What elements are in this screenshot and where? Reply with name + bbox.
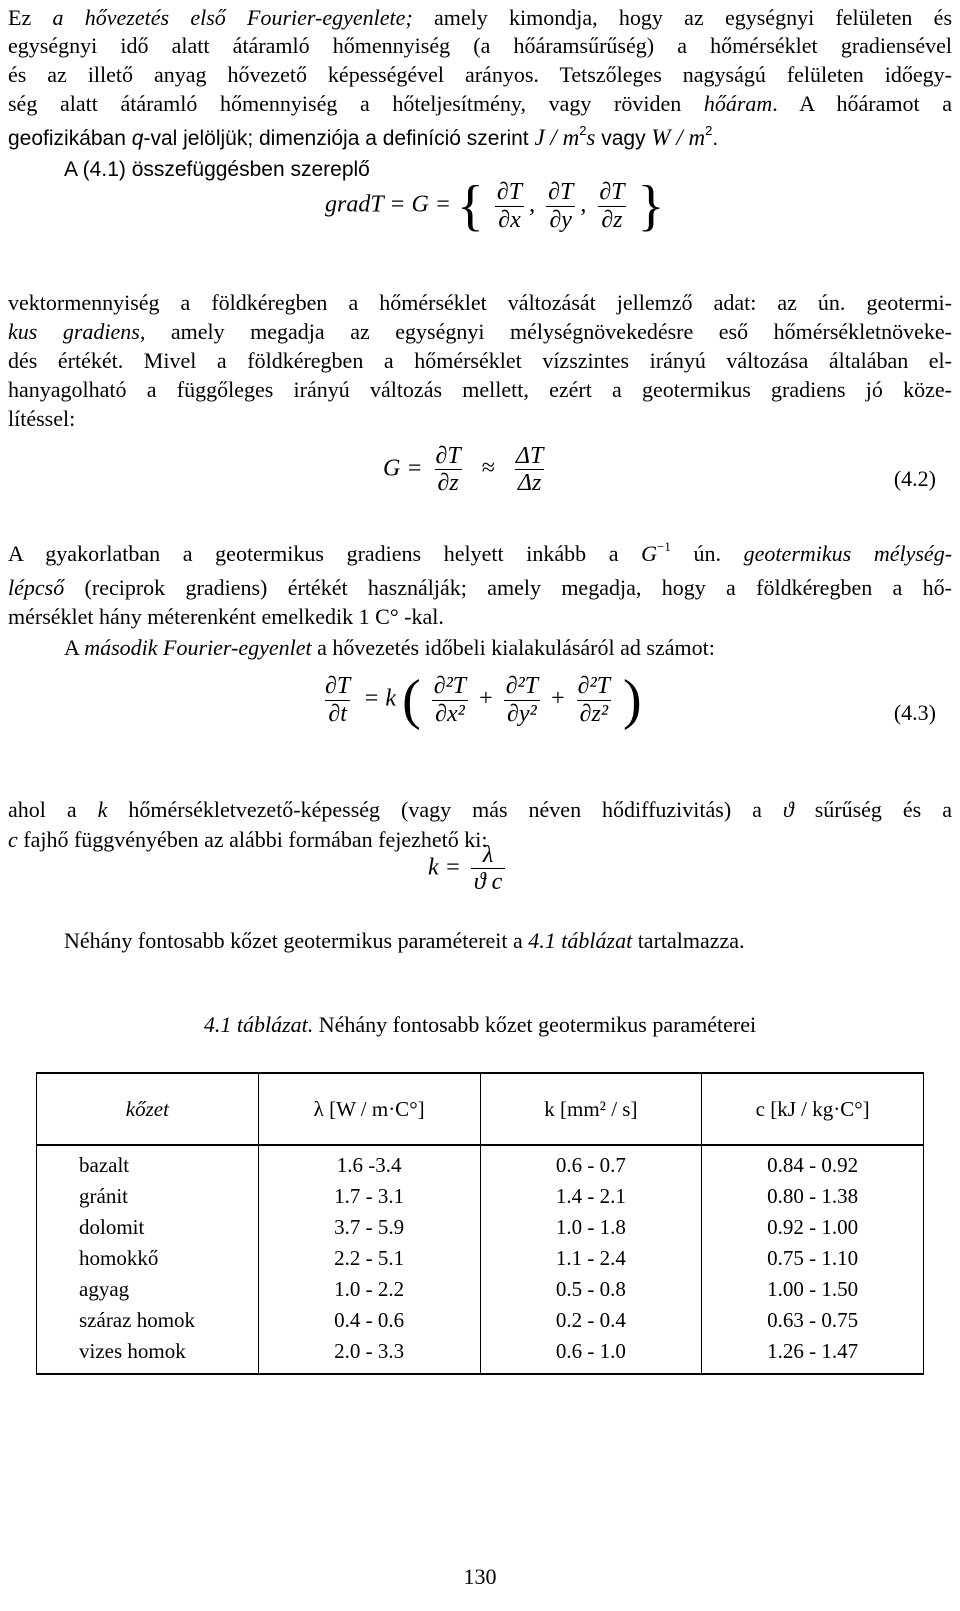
table-cell: 1.26 - 1.47 — [702, 1336, 924, 1374]
page-number: 130 — [463, 1564, 497, 1589]
table-cell: 2.0 - 3.3 — [258, 1336, 480, 1374]
column-header: c [kJ / kg·C°] — [702, 1073, 924, 1145]
table-cell: 0.2 - 0.4 — [480, 1305, 702, 1336]
paragraph-line: Néhány fontosabb kőzet geotermikus paramétereit a 4.1 táblázat tartalmazza. — [64, 928, 745, 953]
table-cell: 0.63 - 0.75 — [702, 1305, 924, 1336]
equation-4-2: G = $\frac{\partial T}{\partial z}$ ≈ $\frac{\Delta T}{\Delta z}$ — [383, 443, 544, 497]
paragraph-line: ahol a k hőmérsékletvezető-képesség (vagy más néven hődiffuzivitás) a ϑ sűrűség és a — [8, 797, 952, 822]
paragraph-line: vektormennyiség a földkéregben a hőmérséklet változását jellemző adat: az ún. geotermi- — [8, 290, 952, 315]
table-cell: 0.5 - 0.8 — [480, 1274, 702, 1305]
table-row — [37, 1212, 924, 1243]
table-cell: 1.00 - 1.50 — [702, 1274, 924, 1305]
gradient-equation: gradT = G = { $\frac{\partial T}{\partial x}$ , $\frac{\partial T}{\partial y}$ , $\frac{\partial T}{\partial z}$ } — [325, 175, 665, 237]
paragraph-line: Ez a hővezetés első Fourier-egyenlete; amely kimondja, hogy az egységnyi felületen és — [8, 5, 953, 30]
column-header: kőzet — [37, 1073, 259, 1145]
paragraph-line: dés értékét. Mivel a földkéregben a hőmérséklet vízszintes irányú változása általában el- — [8, 348, 952, 373]
table-cell: dolomit — [37, 1212, 259, 1243]
paragraph-line: és az illető anyag hővezető képességével arányos. Tetszőleges nagyságú felületen időegy- — [8, 62, 952, 87]
paragraph-line: c fajhő függvényében az alábbi formában fejezhető ki: — [8, 827, 488, 852]
paragraph-line: mérséklet hány méterenként emelkedik 1 C° -kal. — [8, 604, 444, 629]
table-cell: 1.6 -3.4 — [258, 1145, 480, 1181]
paragraph-line: A gyakorlatban a geotermikus gradiens helyett inkább a $G^{-1}$ ún. geotermikus mélység- — [8, 539, 953, 566]
table-cell: 2.2 - 5.1 — [258, 1243, 480, 1274]
paragraph-line: lépcső (reciprok gradiens) értékét használják; amely megadja, hogy a földkéregben a hő- — [8, 575, 952, 600]
paragraph-line: kus gradiens, amely megadja az egységnyi mélységnövekedésre eső hőmérsékletnöveke- — [8, 319, 953, 344]
table-cell: 0.75 - 1.10 — [702, 1243, 924, 1274]
table-row — [37, 1181, 924, 1212]
table-cell: homokkő — [37, 1243, 259, 1274]
paragraph-line: ség alatt átáramló hőmennyiség a hőteljesítmény, vagy röviden hőáram. A hőáramot a — [8, 91, 952, 116]
paragraph-line: egységnyi idő alatt átáramló hőmennyiség (a hőáramsűrűség) a hőmérséklet gradiensével — [8, 33, 952, 58]
table-row — [37, 1145, 924, 1181]
column-header: k [mm² / s] — [480, 1073, 702, 1145]
table-cell: 1.4 - 2.1 — [480, 1181, 702, 1212]
table-row — [37, 1336, 924, 1374]
table-row — [37, 1243, 924, 1274]
table-cell: 0.4 - 0.6 — [258, 1305, 480, 1336]
table-row — [37, 1274, 924, 1305]
paragraph-line: hanyagolható a függőleges irányú változás mellett, ezért a geotermikus gradiens jó köze- — [8, 377, 952, 402]
table-caption: 4.1 táblázat. Néhány fontosabb kőzet geotermikus paraméterei — [203, 1012, 757, 1037]
table-cell: agyag — [37, 1274, 259, 1305]
equation-4-3: $\frac{\partial T}{\partial t}$ = k ( $\frac{\text{∂²T}}{\text{∂x²}}$ + $\frac{\text{∂²T}}{\text{∂y²}}$ + $\frac{\text{∂²T}}{\text{∂z²}}$ ) — [325, 669, 642, 731]
table-cell: 1.1 - 2.4 — [480, 1243, 702, 1274]
table-cell: 1.0 - 1.8 — [480, 1212, 702, 1243]
paragraph-line: geofizikában q-val jelöljük; dimenziója a definíció szerint J / $m^2s$ vagy W / $m^2$. — [8, 123, 719, 150]
table-cell: bazalt — [37, 1145, 259, 1181]
table-cell: 1.7 - 3.1 — [258, 1181, 480, 1212]
paragraph-line: A második Fourier-egyenlet a hővezetés időbeli kialakulásáról ad számot: — [64, 635, 715, 660]
paragraph-line: A (4.1) összefüggésben szereplő — [64, 158, 370, 181]
table-cell: 0.84 - 0.92 — [702, 1145, 924, 1181]
table-cell: 0.92 - 1.00 — [702, 1212, 924, 1243]
equation-number: (4.3) — [893, 700, 936, 725]
diffusivity-equation: k = $\frac{\lambda}{\text{ϑ c}}$ — [428, 842, 509, 896]
table-cell: 0.80 - 1.38 — [702, 1181, 924, 1212]
equation-number: (4.2) — [893, 466, 936, 491]
paragraph-line: lítéssel: — [8, 406, 76, 431]
table-cell: 0.6 - 0.7 — [480, 1145, 702, 1181]
table-cell: 0.6 - 1.0 — [480, 1336, 702, 1374]
column-header: λ [W / m·C°] — [258, 1073, 480, 1145]
table-cell: száraz homok — [37, 1305, 259, 1336]
table-cell: gránit — [37, 1181, 259, 1212]
table-cell: 1.0 - 2.2 — [258, 1274, 480, 1305]
table-cell: vizes homok — [37, 1336, 259, 1374]
table-row — [37, 1305, 924, 1336]
table-cell: 3.7 - 5.9 — [258, 1212, 480, 1243]
geothermal-parameters-table — [36, 1072, 924, 1375]
table-header-row — [37, 1073, 924, 1145]
